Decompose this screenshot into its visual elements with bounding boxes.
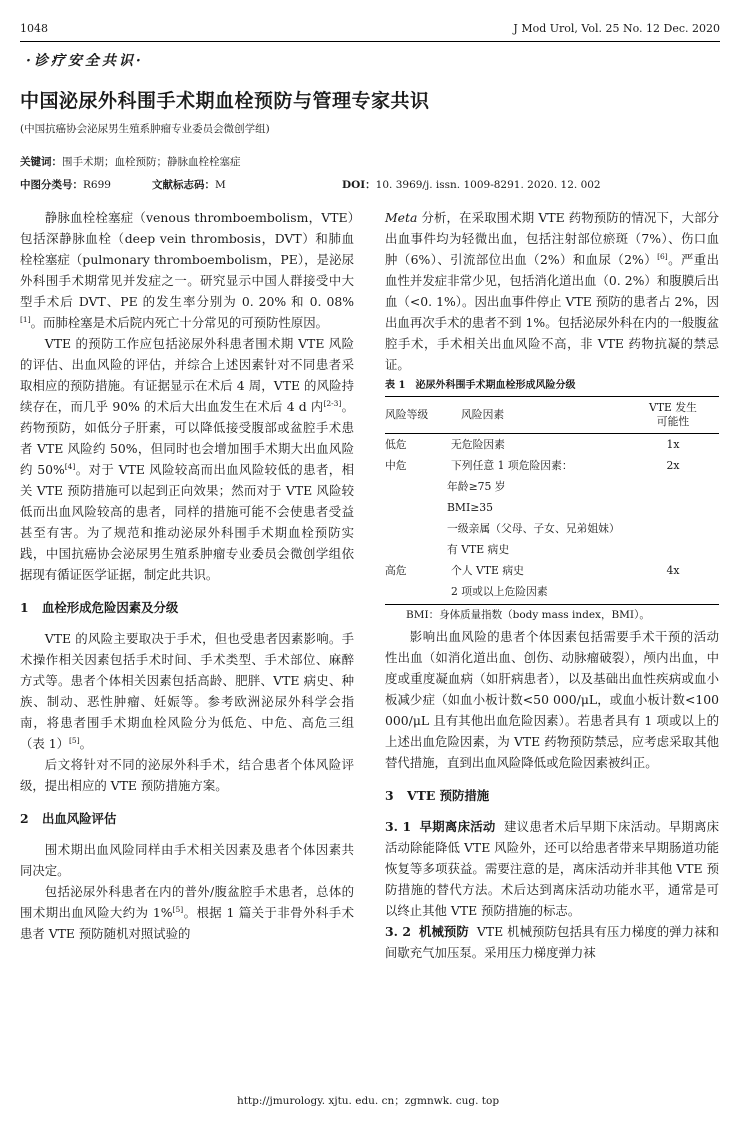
risk-factors-paragraph: VTE 的风险主要取决于手术，但也受患者因素影响。手术操作相关因素包括手术时间、手术类型、手术部位、麻醉方式等。患者个体相关因素包括高龄、肥胖、VTE 病史、种族、制动、恶性肿瘤、妊娠等。参考欧洲泌尿外科学会指南，将患者围手术期血栓风险分为低危、中危、高危三组（表 1）[5]。 [20, 631, 354, 751]
risk-likelihood [627, 476, 719, 497]
table-row [385, 455, 719, 476]
risk-level: 中危 [385, 459, 407, 472]
doc-code: M [215, 179, 226, 191]
table-header-cell: 风险因素 [447, 397, 627, 434]
risk-likelihood: 2x [666, 459, 680, 472]
subsection-3-1: 3. 1 早期离床活动 建议患者术后早期下床活动。早期离床活动除能降低 VTE 风险外，还可以给患者带来早期肠道功能恢复等多项获益。需要注意的是，离床活动并非其他 VTE 预防措施的替代方法。术后达到离床活动功能水平，通常是可以终止其他 VTE 预防措施的标志。 [385, 819, 720, 918]
risk-level [385, 581, 447, 605]
risk-level [385, 476, 447, 497]
risk-level: 高危 [385, 564, 407, 577]
section-heading-3: 3 VTE 预防措施 [385, 788, 490, 803]
citation: [2-3] [323, 398, 342, 408]
risk-factor: 一级亲属（父母、子女、兄弟姐妹） [447, 522, 620, 535]
left-column [20, 207, 354, 944]
risk-likelihood: 4x [666, 564, 680, 577]
doc-code-label: 文献标志码： [152, 179, 215, 191]
risk-factor: 个人 VTE 病史 [451, 564, 524, 577]
risk-factor: 2 项或以上危险因素 [447, 581, 627, 605]
risk-table [385, 396, 719, 605]
citation: [5] [172, 904, 184, 914]
table-title: 表 1 泌尿外科围手术期血栓形成风险分级 [385, 380, 576, 391]
table-row [385, 581, 719, 605]
risk-factor: 年龄≥75 岁 [447, 480, 506, 493]
subsection-3-2: 3. 2 机械预防 VTE 机械预防包括具有压力梯度的弹力袜和间歇充气加压泵。采用压力梯度弹力袜 [385, 924, 719, 960]
right-column [385, 207, 719, 963]
table-note: BMI：身体质量指数（body mass index，BMI）。 [406, 609, 650, 621]
keywords: 围手术期；血栓预防；静脉血栓栓塞症 [62, 156, 241, 168]
table-header-cell: 风险等级 [385, 397, 447, 434]
doi-line [342, 177, 601, 192]
risk-plan-paragraph: 后文将针对不同的泌尿外科手术，结合患者个体风险评级，提出相应的 VTE 预防措施方案。 [20, 757, 354, 793]
table-row [385, 476, 719, 497]
risk-factor: 无危险因素 [451, 438, 505, 451]
subsection-number: 3. 1 [385, 819, 412, 834]
section-heading-1: 1 血栓形成危险因素及分级 [20, 600, 179, 615]
risk-factor: 下列任意 1 项危险因素： [451, 459, 573, 472]
risk-factor: BMI≥35 [447, 501, 494, 514]
risk-likelihood [627, 518, 719, 539]
subsection-title: 早期离床活动 [419, 819, 496, 834]
doi: 10. 3969/j. issn. 1009-8291. 2020. 12. 002 [375, 179, 601, 191]
citation: [6] [657, 251, 668, 261]
risk-likelihood: 1x [666, 438, 680, 451]
bleeding-factors-paragraph: 影响出血风险的患者个体因素包括需要手术干预的活动性出血（如消化道出血、创伤、动脉瘤破裂），颅内出血，中度或重度凝血病（如肝病患者），以及基础出血性疾病或血小板减少症（如血小板计数<50 000/μL，或血小板计数<100 000/μL 且有其他出血危险因素）。若患者具有 1 项或以上的上述出血危险因素，为 VTE 药物预防禁忌，应考虑采取其他替代措施，直到出血风险降低或危险因素被纠正。 [385, 629, 719, 770]
journal-header: J Mod Urol, Vol. 25 No. 12 Dec. 2020 [513, 22, 720, 35]
subsection-number: 3. 2 [385, 924, 411, 939]
risk-level [385, 518, 447, 539]
table-header-cell: VTE 发生 可能性 [627, 397, 719, 434]
bleeding-rate-paragraph: 包括泌尿外科患者在内的普外/腹盆腔手术患者，总体的围术期出血风险大约为 1%[5]。根据 1 篇关于非骨外科手术患者 VTE 预防随机对照试验的 [20, 884, 354, 941]
citation: [1] [20, 314, 31, 324]
citation: [4] [64, 461, 76, 471]
prevention-paragraph: VTE 的预防工作应包括泌尿外科患者围术期 VTE 风险的评估、出血风险的评估，并综合上述因素针对不同患者采取相应的预防措施。有证据显示在术后 4 周，VTE 的风险持续存在，而几乎 90% 的术后大出血发生在术后 4 d 内[2-3]。药物预防，如低分子肝素，可以降低接受腹部或盆腔手术患者 VTE 风险约 50%，但同时也会增加围手术期大出血风险约 50%[4]。对于 VTE 风险较高而出血风险较低的患者，相关 VTE 预防措施可以起到正向效果；然而对于 VTE 风险较低而出血风险较高的患者，同样的措施可能不会使患者受益甚至有害。为了规范和推动泌尿外科围手术期血栓预防实践，中国抗癌协会泌尿男生殖系肿瘤专业委员会微创学组依据现有循证医学证据，制定此共识。 [20, 336, 354, 582]
section-heading-2: 2 出血风险评估 [20, 811, 117, 826]
table-row [385, 539, 719, 560]
risk-likelihood [627, 539, 719, 560]
table-row [385, 497, 719, 518]
risk-factor: 有 VTE 病史 [447, 543, 510, 556]
header-rule [20, 41, 720, 42]
bleeding-intro-paragraph: 围术期出血风险同样由手术相关因素及患者个体因素共同决定。 [20, 842, 354, 878]
citation: [5] [69, 735, 80, 745]
intro-paragraph: 静脉血栓栓塞症（venous thromboembolism，VTE）包括深静脉血栓（deep vein thrombosis，DVT）和肺血栓栓塞症（pulmonary thromboembolism，PE），是泌尿外科围手术期常见并发症之一。研究显示中国人群接受中大型手术后 DVT、PE 的发生率分别为 0. 20% 和 0. 08%[1]。而肺栓塞是术后院内死亡十分常见的可预防性原因。 [20, 210, 354, 330]
risk-likelihood [627, 497, 719, 518]
table-row [385, 434, 719, 456]
risk-level [385, 539, 447, 560]
subsection-title: 机械预防 [418, 924, 469, 939]
section-tag: ·诊疗安全共识· [26, 53, 144, 69]
table-row [385, 518, 719, 539]
doi-label: DOI： [342, 179, 376, 191]
clc-label: 中图分类号： [20, 179, 83, 191]
page-number: 1048 [20, 22, 48, 35]
article-title: 中国泌尿外科围手术期血栓预防与管理专家共识 [20, 90, 430, 112]
clc-line [20, 177, 111, 192]
footer-url: http://jmurology. xjtu. edu. cn；zgmnwk. cug. top [236, 1095, 500, 1107]
risk-likelihood [627, 581, 719, 605]
doc-code-line [152, 177, 226, 192]
author-group: (中国抗癌协会泌尿男生殖系肿瘤专业委员会微创学组) [20, 123, 270, 135]
risk-level [385, 497, 447, 518]
meta-analysis-paragraph: Meta 分析，在采取围术期 VTE 药物预防的情况下，大部分出血事件均为轻微出血，包括注射部位瘀斑（7%）、伤口血肿（6%）、引流部位出血（2%）和血尿（2%）[6]。严重出血性并发症非常少见，包括消化道出血（0. 2%）和腹膜后出血（<0. 1%）。因出血事件停止 VTE 预防的患者占 2%，因出血再次手术的患者不到 1%。包括泌尿外科在内的一般腹盆腔手术，手术相关出血风险不高，非 VTE 药物抗凝的禁忌证。 [385, 210, 719, 372]
keywords-label: 关键词： [20, 156, 62, 168]
clc-code: R699 [83, 179, 111, 191]
keywords-line [20, 154, 241, 169]
table-row [385, 560, 719, 581]
risk-level: 低危 [385, 438, 407, 451]
